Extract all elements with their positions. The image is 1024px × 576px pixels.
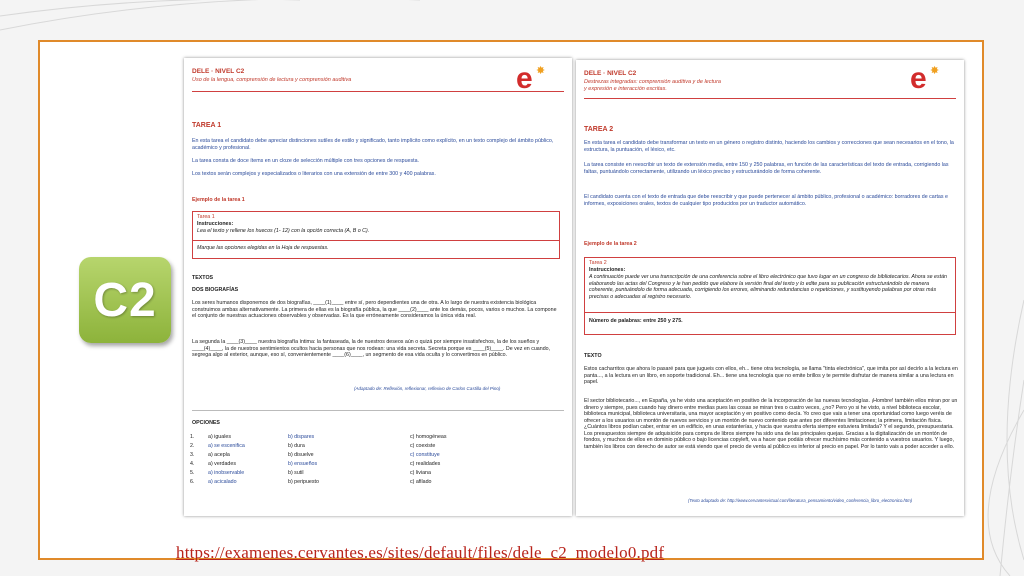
exam-page-1 bbox=[184, 58, 572, 516]
option-a: a) iguales bbox=[208, 434, 231, 440]
options-table bbox=[190, 433, 451, 487]
options-heading: OPCIONES bbox=[192, 420, 220, 426]
option-c: c) coexiste bbox=[410, 443, 436, 449]
option-c: c) constituye bbox=[410, 452, 440, 458]
text-paragraph-2: El sector bibliotecario..., en España, ya he visto una aceptación en positivo de la incorporación de las nuevas tecnologías. ¡Hombre! también ellos miran por un dinero y siempre, pues cuando hay dinero entre medias pues las cosas se miran tres o cuatro veces, ¿no? Pero yo si he visto, a nivel biblioteca escolar, biblioteca municipal, biblioteca universitaria, una mayor aceptación y en positivo como decía. Yo creo que vais a tener una oportunidad como luego veréis de ofrecer a los usuarios un montón de nuevos servicios y un montón de nuevo contenido que antes por diferentes limitaciones; la primera, limitación física. ¿Cuántos libros podían caber, entrar en un edificio, en unas estanterías, y hacia que vuestra oferta siempre estuviera limitada? Y el segundo, presupuestaria. Los presupuestos siempre de adquisición para compra de libros siempre ha sido una de las principales quejas. Gracias a la digitalización de un montón de fondos, y muchos de ellos en dominio público o bajo licencias copyleft, va a hacer que podáis ofrecer muchísimo más contenido a vuestros usuarios. Y luego, también los libros con derecho de autor se está viendo que el precio de venta al público es inferior al precio en papel. Por lo tanto vais a poder acceder a ello. bbox=[584, 398, 958, 450]
intro-paragraph-1: En esta tarea el candidato debe apreciar distinciones sutiles de estilo y significado, tanto implícito como explícito, en un texto complejo del ámbito público, académico y profesional. bbox=[192, 138, 554, 151]
box-title: Tarea 2 bbox=[589, 260, 607, 266]
option-c: c) liviana bbox=[410, 470, 431, 476]
box-divider bbox=[193, 240, 559, 241]
page1-subheader: Uso de la lengua, comprensión de lectura y comprensión auditiva bbox=[192, 77, 352, 83]
option-b: b) ensueños bbox=[288, 461, 318, 467]
box-instructions-label: Instrucciones: bbox=[197, 221, 234, 227]
option-b: b) peripuesto bbox=[288, 479, 319, 485]
option-number: 5. bbox=[190, 470, 195, 476]
intro-paragraph-3: El candidato cuenta con el texto de entrada que debe reescribir y que puede pertenecer al ámbito público, profesional o académico: borradores de cartas e informes, exposiciones orales, textos de cualquier tipo producidos por un traductor automático. bbox=[584, 194, 948, 207]
text-paragraph-2: La segunda la ____(3)____ nuestra biografía íntima: la fantaseada, la de nuestros deseos aún o quizá por siempre insatisfechos, la de los sueños y ____(4)____, la de nuestros sentimientos ocultos hacia personas que nos rodean: una vida secreta. Secreta porque es ____(5)____. De vez en cuando, segrega algo al exterior, aunque, eso sí, convenientemente ____(6)____, un segmento de esa vida oculta y lo convertimos en público. bbox=[192, 339, 551, 358]
option-row bbox=[190, 451, 451, 460]
exam-page-2 bbox=[576, 60, 964, 516]
example-heading: Ejemplo de la tarea 2 bbox=[584, 241, 637, 247]
page1-header: DELE · NIVEL C2 bbox=[192, 68, 245, 75]
option-number: 2. bbox=[190, 443, 195, 449]
option-a: a) verdades bbox=[208, 461, 236, 467]
box-title: Tarea 1 bbox=[197, 214, 215, 220]
option-row bbox=[190, 460, 451, 469]
option-number: 6. bbox=[190, 479, 195, 485]
box-divider bbox=[585, 312, 955, 313]
option-row bbox=[190, 433, 451, 442]
cervantes-logo-icon: e ✸ bbox=[516, 62, 546, 95]
intro-paragraph-2: La tarea consta de doce ítems en un cloze de selección múltiple con tres opciones de respuesta. bbox=[192, 158, 420, 164]
option-number: 1. bbox=[190, 434, 195, 440]
options-divider bbox=[192, 410, 564, 411]
option-a: a) inobservable bbox=[208, 470, 245, 476]
box-word-count: Número de palabras: entre 250 y 275. bbox=[589, 318, 683, 324]
task-title: TAREA 2 bbox=[584, 126, 614, 133]
task-title: TAREA 1 bbox=[192, 122, 222, 129]
header-divider bbox=[192, 91, 564, 92]
level-badge bbox=[79, 257, 171, 343]
intro-paragraph-2: La tarea consiste en reescribir un texto de extensión media, entre 150 y 250 palabras, en función de las características del texto de entrada, corrigiendo las faltas, puntuándolo correctamente, utilizando un léxico preciso y estructurándolo de forma coherente. bbox=[584, 162, 949, 175]
level-badge-label: C2 bbox=[93, 273, 157, 327]
box-instructions-text: A continuación puede ver una transcripción de una conferencia sobre el libro electrónico que tuvo lugar en un congreso de bibliotecarios. Ahora se están elaborando las actas del Congreso y le han pedido que elabore la versión final del texto y lo edite para su publicación estructurándolo de manera coherente, puntuándolo de forma adecuada, corrigiendo los errores, eliminando redundancias o repeticiones, y sustituyendo palabras por otras más precisas o adecuadas al registro necesario. bbox=[589, 274, 947, 300]
option-a: a) se escenifica bbox=[208, 443, 245, 449]
option-c: c) afilado bbox=[410, 479, 432, 485]
option-a: a) acepla bbox=[208, 452, 230, 458]
option-number: 4. bbox=[190, 461, 195, 467]
text-heading: TEXTO bbox=[584, 353, 602, 359]
text-paragraph-1: Los seres humanos disponemos de dos biografías, ____(1)____ entre sí, pero dependientes una de otra. A lo largo de nuestra existencia biológica construimos ambas alternativamente. La primera de ellas es la biografía pública, la que ____(2)____ ante los demás, pocos, varios o muchos. La compone el conjunto de nuestras actuaciones observables y observadas. Es la que erróneamente consideramos la única vida real. bbox=[192, 300, 557, 319]
intro-paragraph-3: Los textos serán complejos y especializados o literarios con una extensión de entre 300 y 400 palabras. bbox=[192, 171, 436, 177]
instructions-box bbox=[584, 257, 956, 335]
source-citation: (Adaptado de: Reflexión, reflexionar, reflexivo de Carlos Castilla del Pino) bbox=[354, 386, 501, 391]
page2-subheader-line-1: Destrezas integradas: comprensión auditiva y de lectura bbox=[584, 79, 721, 85]
option-b: b) dispares bbox=[288, 434, 315, 440]
option-b: b) dura bbox=[288, 443, 305, 449]
box-instructions-label: Instrucciones: bbox=[589, 267, 626, 273]
option-b: b) disuelve bbox=[288, 452, 314, 458]
text-paragraph-1: Estos cacharritos que ahora lo pasaré para que jugueis con ellos, eh... tiene otra tecnología, se llama "tinta electrónica", que imita por así decirlo a la lectura en panta..., a la lectura en un libro, en soporte tradicional. Eh... tiene una tecnología que no emite brillos y te permite disfrutar de manera similar a una lectura en papel. bbox=[584, 366, 958, 385]
option-c: c) realidades bbox=[410, 461, 441, 467]
instructions-box bbox=[192, 211, 560, 259]
option-a: a) acicalado bbox=[208, 479, 237, 485]
story-title: DOS BIOGRAFÍAS bbox=[192, 287, 239, 293]
option-row bbox=[190, 478, 451, 487]
texts-heading: TEXTOS bbox=[192, 275, 214, 281]
option-b: b) sutil bbox=[288, 470, 304, 476]
source-citation: (Texto adaptado de: http://www.cervantesvirtual.com/literatura_pensamiento/video_conferencia_libro_electronico.htm) bbox=[688, 498, 913, 503]
intro-paragraph-1: En esta tarea el candidato debe transformar un texto en un género o registro distinto, haciendo los cambios y correcciones que sean necesarios en el tono, la estructura, la puntuación, el léxico, etc. bbox=[584, 140, 954, 153]
option-c: c) homogéneas bbox=[410, 434, 447, 440]
option-number: 3. bbox=[190, 452, 195, 458]
cervantes-logo-icon: e ✸ bbox=[910, 62, 940, 95]
example-heading: Ejemplo de la tarea 1 bbox=[192, 197, 245, 203]
page2-subheader-line-2: y expresión e interacción escritas. bbox=[584, 86, 667, 92]
box-mark-text: Marque las opciones elegidas en la Hoja de respuestas. bbox=[197, 245, 329, 251]
page2-header: DELE · NIVEL C2 bbox=[584, 70, 637, 77]
source-link[interactable]: https://examenes.cervantes.es/sites/default/files/dele_c2_modelo0.pdf bbox=[176, 543, 665, 562]
box-instructions-text: Lea el texto y rellene los huecos (1- 12) con la opción correcta (A, B o C). bbox=[197, 228, 370, 234]
option-row bbox=[190, 442, 451, 451]
option-row bbox=[190, 469, 451, 478]
header-divider bbox=[584, 98, 956, 99]
